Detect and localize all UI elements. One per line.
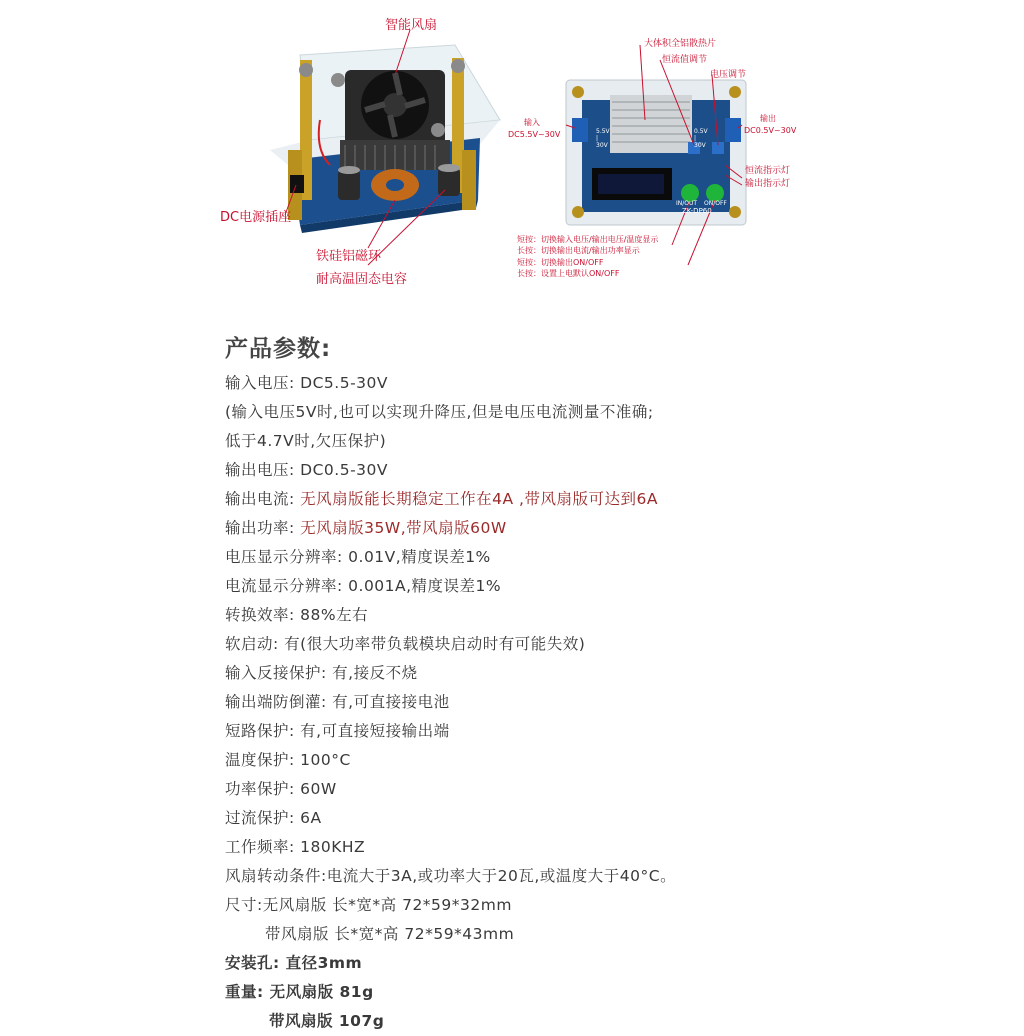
spec-key: 电流显示分辨率: <box>225 577 349 595</box>
label-long2: 长按：设置上电默认ON/OFF <box>517 269 620 278</box>
spec-value: 无风扇版能长期稳定工作在4A ,带风扇版可达到6A <box>300 490 658 508</box>
spec-row <box>225 398 1005 427</box>
spec-value: 电流大于3A,或功率大于20瓦,或温度大于40°C。 <box>326 867 677 885</box>
spec-key: 安装孔: <box>225 954 286 972</box>
label-input-title: 输入 <box>524 118 540 127</box>
spec-row <box>225 630 1005 659</box>
spec-row <box>225 485 1005 514</box>
spec-row <box>225 775 1005 804</box>
spec-key: 输入电压: <box>225 374 301 392</box>
spec-key: 风扇转动条件: <box>225 867 327 885</box>
spec-value: 有(很大功率带负载模块启动时有可能失效) <box>284 635 586 653</box>
spec-value: 无风扇版 81g <box>269 983 374 1001</box>
spec-value: 带风扇版 长*宽*高 72*59*43mm <box>265 925 515 943</box>
spec-key: 输出电流: <box>225 490 301 508</box>
spec-value: 88%左右 <box>300 606 369 624</box>
spec-value: (输入电压5V时,也可以实现升降压,但是电压电流测量不准确; <box>225 403 654 421</box>
label-ferrite-ring: 铁硅铝磁环 <box>316 249 382 264</box>
label-smart-fan: 智能风扇 <box>385 18 438 33</box>
label-dc-socket: DC电源插座 <box>220 210 292 225</box>
spec-row <box>225 688 1005 717</box>
spec-row <box>225 746 1005 775</box>
spec-key: 软启动: <box>225 635 285 653</box>
board-left-text: 5.5V | 30V <box>596 128 610 149</box>
spec-value: 无风扇版35W,带风扇版60W <box>300 519 507 537</box>
spec-key: 工作频率: <box>225 838 301 856</box>
spec-value: 180KHZ <box>300 838 366 856</box>
label-cc-adjust: 恒流值调节 <box>662 55 708 65</box>
spec-value: 直径3mm <box>285 954 363 972</box>
spec-value: 有,接反不烧 <box>332 664 418 682</box>
label-long1: 长按：切换输出电流/输出功率显示 <box>517 246 640 255</box>
spec-row <box>225 862 1005 891</box>
board-btn-onoff: ON/OFF <box>704 200 727 207</box>
spec-row <box>225 427 1005 456</box>
spec-row <box>225 978 1005 1007</box>
spec-value: 60W <box>300 780 337 798</box>
spec-key: 输出电压: <box>225 461 301 479</box>
label-capacitor: 耐高温固态电容 <box>316 272 408 287</box>
spec-value: DC5.5-30V <box>300 374 388 392</box>
spec-key: 输出端防倒灌: <box>225 693 333 711</box>
spec-row <box>225 456 1005 485</box>
spec-title: 产品参数: <box>225 336 332 362</box>
spec-key: 重量: <box>225 983 270 1001</box>
spec-key: 功率保护: <box>225 780 301 798</box>
label-input-range: DC5.5V~30V <box>508 130 561 139</box>
board-model: ZK-DP60 <box>682 207 712 215</box>
spec-key: 转换效率: <box>225 606 301 624</box>
spec-row <box>225 891 1005 920</box>
spec-value: 有,可直接接电池 <box>332 693 450 711</box>
spec-row <box>225 920 1005 949</box>
spec-row <box>225 369 1005 398</box>
spec-key: 输入反接保护: <box>225 664 333 682</box>
label-short1: 短按：切换输入电压/输出电压/温度显示 <box>517 235 659 244</box>
callout-lines <box>0 0 1024 300</box>
spec-key: 过流保护: <box>225 809 301 827</box>
spec-key: 电压显示分辨率: <box>225 548 349 566</box>
spec-list <box>225 369 1005 1036</box>
spec-row <box>225 717 1005 746</box>
spec-key: 输出功率: <box>225 519 301 537</box>
spec-row <box>225 572 1005 601</box>
spec-key: 尺寸: <box>225 896 263 914</box>
spec-key: 短路保护: <box>225 722 301 740</box>
label-output-title: 输出 <box>760 114 776 123</box>
spec-row <box>225 804 1005 833</box>
spec-value: 0.01V,精度误差1% <box>348 548 491 566</box>
product-photos <box>0 0 1024 300</box>
spec-value: 0.001A,精度误差1% <box>348 577 502 595</box>
board-btn-inout: IN/OUT <box>676 200 698 207</box>
spec-row <box>225 949 1005 978</box>
label-cv-adjust: 电压调节 <box>710 70 747 80</box>
spec-row <box>225 543 1005 572</box>
label-output-range: DC0.5V~30V <box>744 126 797 135</box>
spec-row <box>225 833 1005 862</box>
spec-value: 有,可直接短接输出端 <box>300 722 450 740</box>
spec-value: 100°C <box>300 751 351 769</box>
label-out-led: 输出指示灯 <box>745 179 791 189</box>
label-cc-led: 恒流指示灯 <box>745 166 791 176</box>
spec-value: 带风扇版 107g <box>269 1012 385 1030</box>
spec-section <box>225 330 1005 1036</box>
spec-value: 低于4.7V时,欠压保护) <box>225 432 387 450</box>
spec-row <box>225 514 1005 543</box>
label-short2: 短按：切换输出ON/OFF <box>517 258 604 267</box>
spec-key: 温度保护: <box>225 751 301 769</box>
spec-value: 6A <box>300 809 322 827</box>
spec-row <box>225 659 1005 688</box>
spec-value: DC0.5-30V <box>300 461 388 479</box>
spec-row <box>225 601 1005 630</box>
spec-value: 无风扇版 长*宽*高 72*59*32mm <box>262 896 512 914</box>
board-right-text: 0.5V | 30V <box>694 128 708 149</box>
label-heatsink: 大体积全铝散热片 <box>644 39 717 49</box>
spec-row <box>225 1007 1005 1036</box>
